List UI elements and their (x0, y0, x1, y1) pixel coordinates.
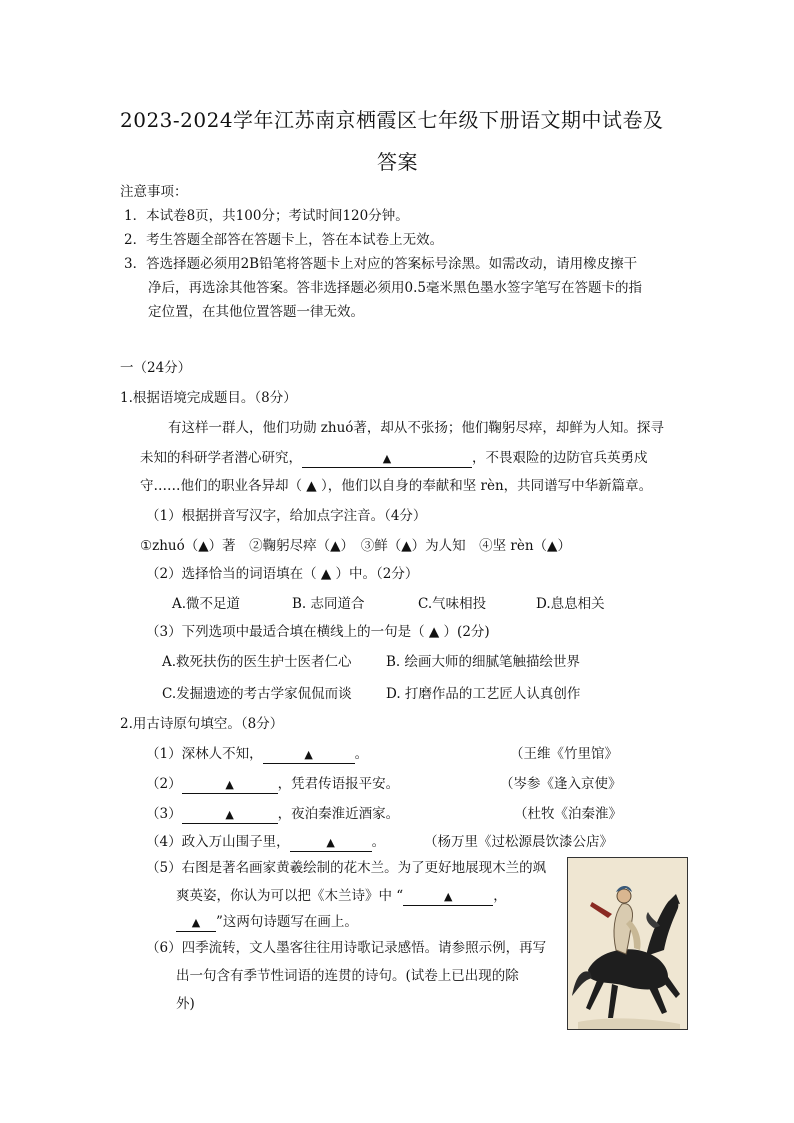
mulan-painting (567, 857, 688, 1030)
poem-line: （1）深林人不知， ▲ 。 (146, 746, 369, 762)
question-2-heading: 2.用古诗原句填空。（8分） (120, 716, 284, 732)
answer-blank: ▲ (302, 450, 472, 468)
option-a: A.微不足道 (172, 596, 241, 612)
sub-question-cont: 出一句含有季节性词语的连贯的诗句。(试卷上已出现的除 (176, 968, 519, 984)
sub-question-cont: 爽英姿，你认为可以把《木兰诗》中 “ ▲ ， (176, 888, 507, 904)
sub-question-items: ①zhuó（▲）著 ②鞠躬尽瘁（▲） ③鲜（▲）为人知 ④坚 rèn（▲） (140, 538, 571, 554)
notice-item: 2．考生答题全部答在答题卡上，答在本试卷上无效。 (124, 232, 444, 248)
sub-question: （2）选择恰当的词语填在（ ▲ ）中。（2分） (146, 566, 419, 582)
sub-question: （1）根据拼音写汉字，给加点字注音。（4分） (146, 508, 427, 524)
notice-item: 3．答选择题必须用2B铅笔将答题卡上对应的答案标号涂黑。如需改动，请用橡皮擦干 (124, 256, 638, 272)
poem-source: （王维《竹里馆》 (510, 746, 618, 762)
passage-line: 有这样一群人，他们功勋 zhuó著，却从不张扬；他们鞠躬尽瘁，却鲜为人知。探寻 (168, 420, 664, 436)
option-a: A.救死扶伤的医生护士医者仁心 (162, 654, 352, 670)
sub-question-cont: ▲ ”这两句诗题写在画上。 (176, 912, 358, 932)
option-d: D.息息相关 (536, 596, 605, 612)
poem-source: （杨万里《过松源晨饮漆公店》 (424, 834, 613, 850)
answer-blank: ▲ (290, 834, 372, 852)
notice-item-cont: 净后，再选涂其他答案。答非选择题必须用0.5毫米黑色墨水签字笔写在答题卡的指 (148, 280, 642, 296)
notice-heading: 注意事项： (120, 184, 188, 200)
passage-line: 未知的科研学者潜心研究， ▲ ，不畏艰险的边防官兵英勇戍 (140, 450, 648, 466)
section-heading: 一（24分） (120, 360, 192, 376)
notice-item: 1．本试卷8页，共100分；考试时间120分钟。 (124, 208, 409, 224)
option-b: B. 志同道合 (292, 596, 365, 612)
sub-question: （5）右图是著名画家黄羲绘制的花木兰。为了更好地展现木兰的飒 (146, 860, 547, 876)
question-1-heading: 1.根据语境完成题目。（8分） (120, 390, 297, 406)
answer-blank: ▲ (176, 914, 216, 932)
sub-question: （6）四季流转，文人墨客往往用诗歌记录感悟。请参照示例，再写 (146, 940, 547, 956)
notice-item-cont: 定位置，在其他位置答题一律无效。 (148, 304, 364, 320)
sub-question: （3）下列选项中最适合填在横线上的一句是（ ▲ ）(2分) (146, 624, 490, 640)
option-b: B. 绘画大师的细腻笔触描绘世界 (386, 654, 581, 670)
answer-blank: ▲ (403, 888, 493, 906)
option-c: C.气味相投 (418, 596, 487, 612)
passage-line: 守……他们的职业各异却（ ▲ ），他们以自身的奉献和坚 rèn，共同谱写中华新篇章。 (140, 478, 653, 494)
answer-blank: ▲ (182, 776, 278, 794)
poem-source: （岑参《逢入京使》 (500, 776, 622, 792)
page-title: 2023-2024学年江苏南京栖霞区七年级下册语文期中试卷及 (120, 108, 664, 132)
poem-line: （4）政入万山围子里， ▲ 。 (146, 834, 386, 850)
poem-line: （3） ▲ ，夜泊秦淮近酒家。 (146, 806, 400, 822)
answer-blank: ▲ (263, 746, 355, 764)
answer-blank: ▲ (182, 806, 278, 824)
page-title-cont: 答案 (377, 150, 418, 174)
option-c: C.发掘遗迹的考古学家侃侃而谈 (162, 686, 352, 702)
poem-line: （2） ▲ ，凭君传语报平安。 (146, 776, 400, 792)
option-d: D. 打磨作品的工艺匠人认真创作 (386, 686, 581, 702)
sub-question-cont: 外) (176, 996, 195, 1012)
poem-source: （杜牧《泊秦淮》 (514, 806, 622, 822)
